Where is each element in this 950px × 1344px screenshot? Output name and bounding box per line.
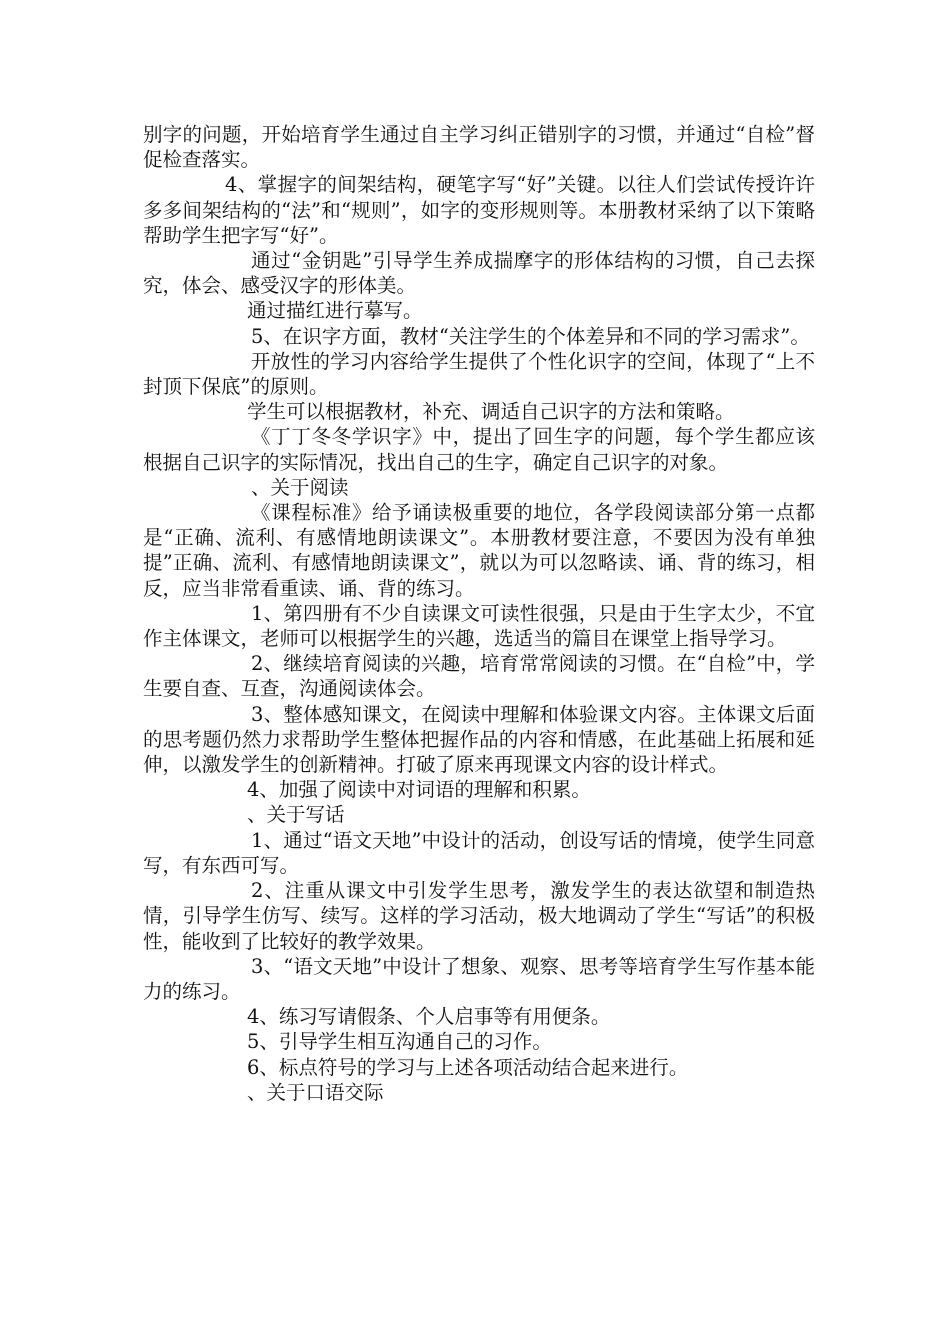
paragraph-20: 5、引导学生相互沟通自己的习作。 [247, 1030, 552, 1054]
paragraph-10: 《课程标准》给予诵读极重要的地位，各学段阅读部分第一点都是“正确、流利、有感情地朗读课文”。本册教材要注意，不要因为没有单独提”正确、流利、有感情地朗读课文”，就以为可以忽略读、诵、背的练习，相反，应当非常看重读、诵、背的练习。 [143, 501, 815, 600]
paragraph-14: 4、加强了阅读中对词语的理解和积累。 [247, 778, 591, 802]
paragraph-11: 1、第四册有不少自读课文可读性很强，只是由于生字太少，不宜作主体课文，老师可以根据学生的兴趣，选适当的篇目在课堂上指导学习。 [143, 601, 815, 651]
section-heading-reading: 、关于阅读 [251, 475, 349, 499]
section-heading-writing: 、关于写话 [247, 803, 345, 827]
paragraph-7: 学生可以根据教材，补充、调适自己识字的方法和策略。 [247, 400, 735, 424]
paragraph-16: 1、通过“语文天地”中设计的活动，创设写话的情境，使学生同意写，有东西可写。 [143, 828, 815, 877]
section-heading-oral: 、关于口语交际 [247, 1080, 384, 1104]
paragraph-21: 6、标点符号的学习与上述各项活动结合起来进行。 [247, 1055, 689, 1079]
paragraph-3: 通过“金钥匙”引导学生养成揣摩字的形体结构的习惯，自己去探究，体会、感受汉字的形体美。 [143, 249, 815, 298]
paragraph-2: 4、掌握字的间架结构，硬笔字写“好”关键。以往人们尝试传授许许多多间架结构的“法”和“规则”，如字的变形规则等。本册教材采纳了以下策略帮助学生把字写“好”。 [143, 173, 815, 247]
paragraph-5: 5、在识字方面，教材“关注学生的个体差异和不同的学习需求”。 [251, 324, 810, 348]
document-body [143, 122, 815, 1105]
paragraph-19: 4、练习写请假条、个人启事等有用便条。 [247, 1005, 611, 1029]
paragraph-8: 《丁丁冬冬学识字》中，提出了回生字的问题，每个学生都应该根据自己识字的实际情况，找出自己的生字，确定自己识字的对象。 [143, 425, 815, 474]
paragraph-18: 3、“语文天地”中设计了想象、观察、思考等培育学生写作基本能力的练习。 [143, 954, 815, 1003]
paragraph-6: 开放性的学习内容给学生提供了个性化识字的空间，体现了“上不封顶下保底”的原则。 [143, 349, 815, 399]
paragraph-17: 2、注重从课文中引发学生思考，激发学生的表达欲望和制造热情，引导学生仿写、续写。这样的学习活动，极大地调动了学生“写话”的积极性，能收到了比较好的教学效果。 [143, 879, 815, 953]
paragraph-1: 别字的问题，开始培育学生通过自主学习纠正错别字的习惯，并通过“自检”督促检查落实。 [143, 123, 815, 172]
paragraph-12: 2、继续培育阅读的兴趣，培育常常阅读的习惯。在“自检”中，学生要自查、互查，沟通阅读体会。 [143, 652, 815, 701]
paragraph-4: 通过描红进行摹写。 [247, 299, 423, 323]
paragraph-13: 3、整体感知课文，在阅读中理解和体验课文内容。主体课文后面的思考题仍然力求帮助学生整体把握作品的内容和情感，在此基础上拓展和延伸，以激发学生的创新精神。打破了原来再现课文内容的设计样式。 [143, 702, 815, 777]
